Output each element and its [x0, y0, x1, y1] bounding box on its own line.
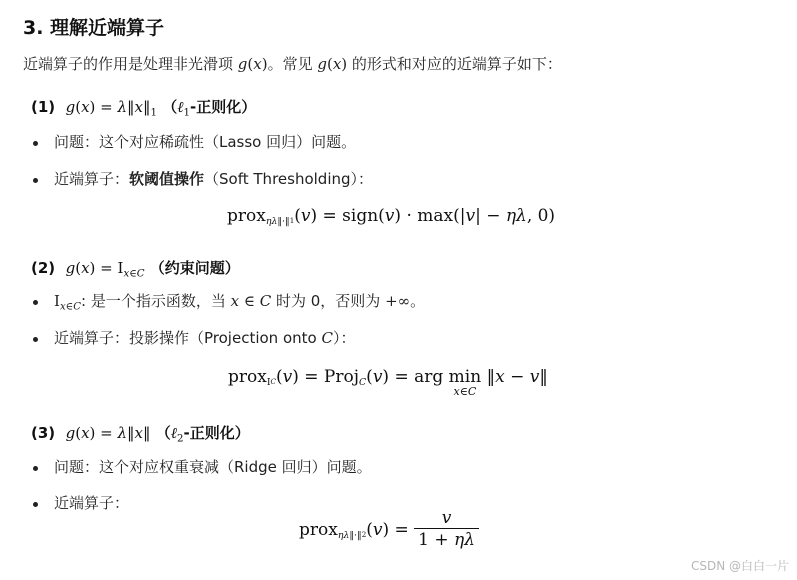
- case2-bullet-operator: 近端算子：投影操作（Projection onto C）：: [54, 329, 356, 347]
- case3-bullet-operator: 近端算子：: [54, 494, 130, 512]
- intro-text-a: 近端算子的作用是处理非光滑项: [23, 55, 238, 73]
- bullet-dot: [33, 337, 38, 342]
- bullet-dot: [33, 141, 38, 146]
- case2-number: (2): [31, 259, 56, 277]
- intro-math-gx: g: [237, 55, 248, 73]
- equation-ridge: proxηλ‖·‖2(v) = $\frac{v}{1 + \eta\lambda}$: [299, 508, 479, 551]
- intro-text-b: 。常见: [267, 55, 318, 73]
- case1-number: (1): [31, 98, 56, 116]
- case1-label: -正则化）: [189, 98, 257, 116]
- case1-bullet-problem: 问题：这个对应稀疏性（Lasso 回归）问题。: [54, 133, 357, 151]
- intro-math-gx-2: g: [317, 55, 327, 73]
- case1-math: $g(x) = \lambda‖x‖_1$: [65, 98, 157, 119]
- case2-bullet-indicator: $I_{x\in C}$: 是一个指示函数，当 x ∈ C 时为 0，否则为 +∞。: [54, 292, 426, 313]
- bullet-dot: [33, 300, 38, 305]
- case1-heading: (1) $g(x) = \lambda‖x‖_1$ （ℓ$_1$-正则化）: [31, 98, 257, 119]
- case3-number: (3): [31, 424, 56, 442]
- bullet-dot: [33, 178, 38, 183]
- case2-math: $g(x) = I_{x\in C}$: [65, 259, 145, 280]
- bullet-dot: [33, 502, 38, 507]
- case3-bullet-problem: 问题：这个对应权重衰减（Ridge 回归）问题。: [54, 458, 372, 476]
- bullet-dot: [33, 466, 38, 471]
- watermark: CSDN @白白一片: [690, 559, 789, 573]
- case2-heading: [31, 257, 240, 278]
- case1-bullet-operator: 近端算子：软阈值操作（Soft Thresholding）：: [54, 170, 374, 188]
- intro-paragraph: 近端算子的作用是处理非光滑项 g(x)。常见 g(x) 的形式和对应的近端算子如下：: [23, 55, 562, 73]
- intro-text-c: 的形式和对应的近端算子如下：: [347, 55, 562, 73]
- equation-soft-threshold: proxηλ‖·‖1(v) = sign(v) · max(|v| − ηλ, 0): [227, 206, 556, 227]
- case3-label: -正则化）: [183, 424, 250, 442]
- case3-math: g(x) = λ‖x‖: [65, 424, 151, 442]
- equation-projection: proxIC(v) = ProjC(v) = arg min x∈C ‖x − v‖: [228, 367, 548, 398]
- section-title: 3. 理解近端算子: [23, 17, 165, 39]
- soft-threshold-label: 软阈值操作: [129, 170, 205, 188]
- case3-heading: (3) g(x) = λ‖x‖ （ℓ$_2$-正则化）: [31, 424, 250, 445]
- case2-label: （约束问题）: [149, 259, 240, 277]
